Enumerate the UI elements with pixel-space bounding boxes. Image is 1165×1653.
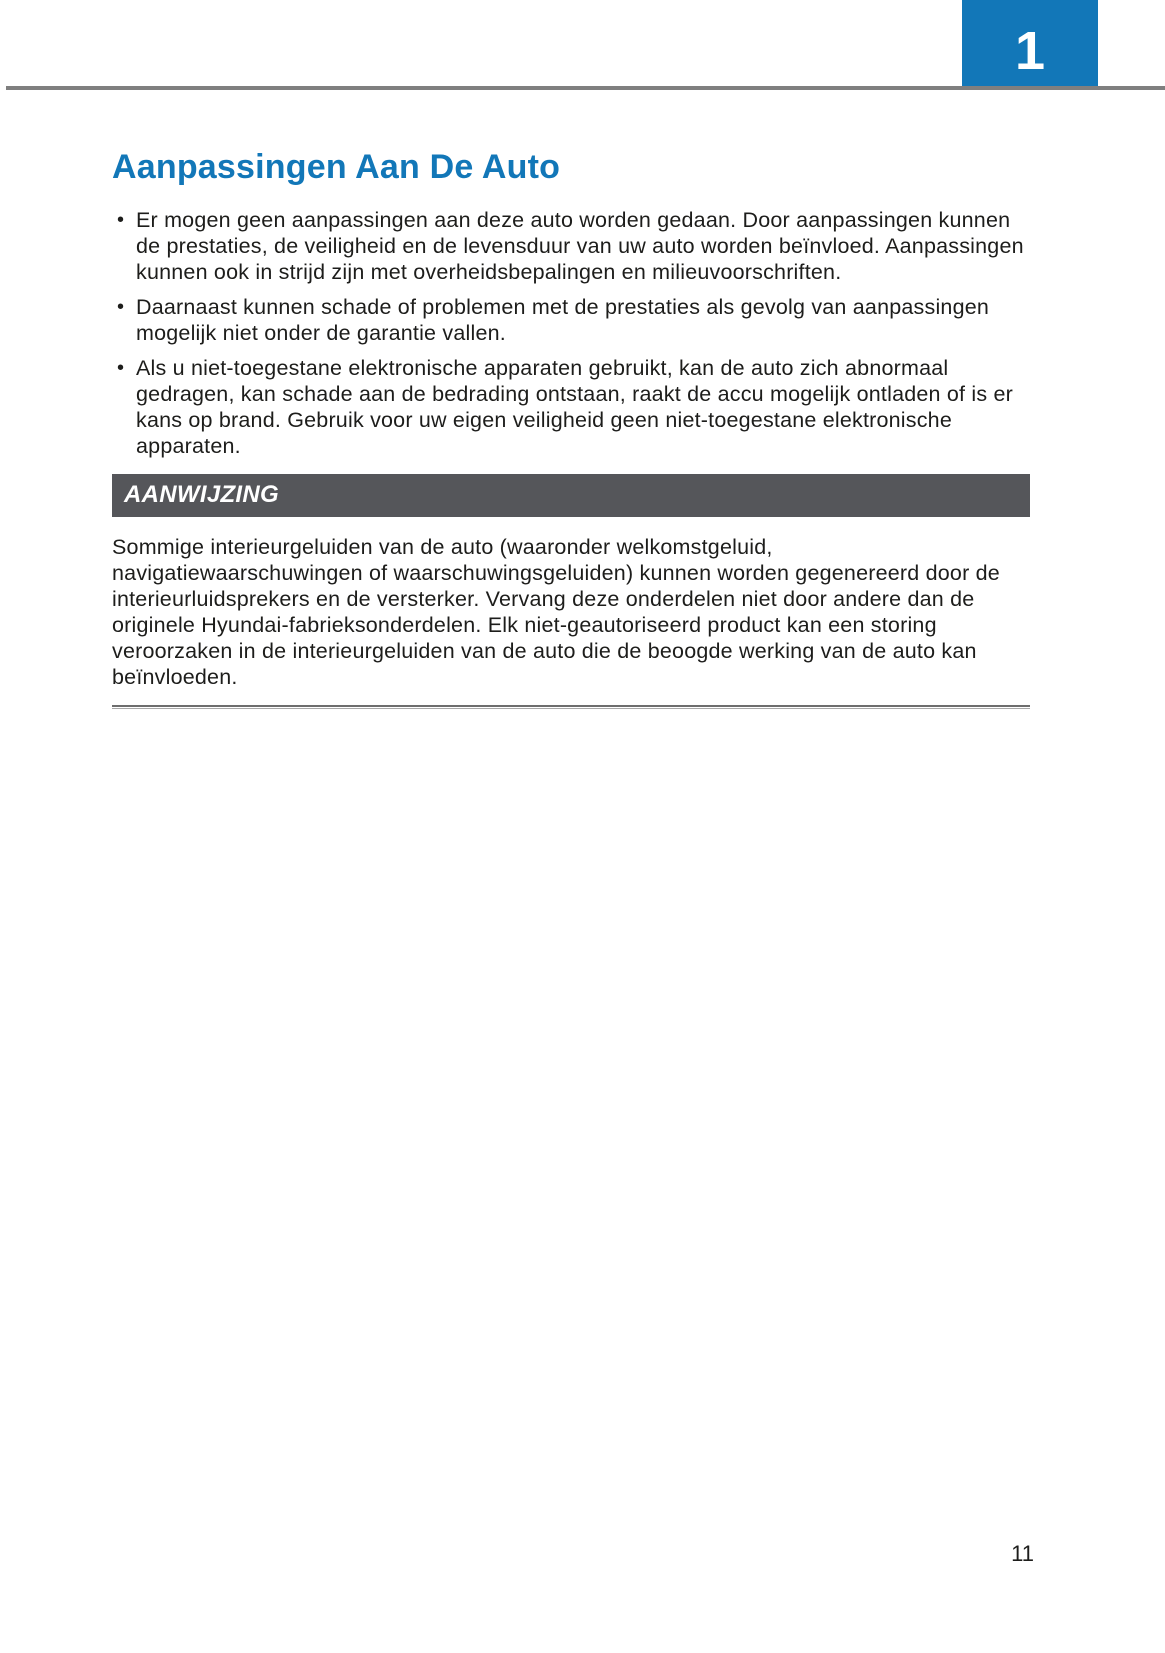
header-divider [6,86,1165,90]
bullet-item: • Als u niet-toegestane elektronische apparaten gebruikt, kan de auto zich abnormaal gedragen, kan schade aan de bedrading ontstaan, raakt de accu mogelijk ontladen of is er kans op brand. Gebruik voor uw eigen veiligheid geen niet-toegestane elektronische apparaten. [112,355,1030,459]
bullet-list [112,207,1030,459]
notice-body: Sommige interieurgeluiden van de auto (waaronder welkomstgeluid, navigatiewaarschuwingen of waarschuwingsgeluiden) kunnen worden gegenereerd door de interieurluidsprekers en de versterker. Vervang deze onderdelen niet door andere dan de originele Hyundai-fabrieksonderdelen. Elk niet-geautoriseerd product kan een storing veroorzaken in de interieurgeluiden van de auto die de beoogde werking van de auto kan beïnvloeden. [112,535,1000,689]
bullet-item: • Er mogen geen aanpassingen aan deze auto worden gedaan. Door aanpassingen kunnen de prestaties, de veiligheid en de levensduur van uw auto worden beïnvloed. Aanpassingen kunnen ook in strijd zijn met overheidsbepalingen en milieuvoorschriften. [112,207,1030,285]
chapter-tab [962,0,1098,86]
section-divider [112,705,1030,709]
page-number: 11 [1011,1541,1034,1566]
notice-banner [112,474,1030,517]
content-column [112,148,1030,709]
page-title: Aanpassingen Aan De Auto [112,148,561,186]
bullet-item: • Daarnaast kunnen schade of problemen met de prestaties als gevolg van aanpassingen mogelijk niet onder de garantie vallen. [112,294,1030,346]
notice-label: AANWIJZING [124,481,279,508]
chapter-number: 1 [1014,21,1046,81]
